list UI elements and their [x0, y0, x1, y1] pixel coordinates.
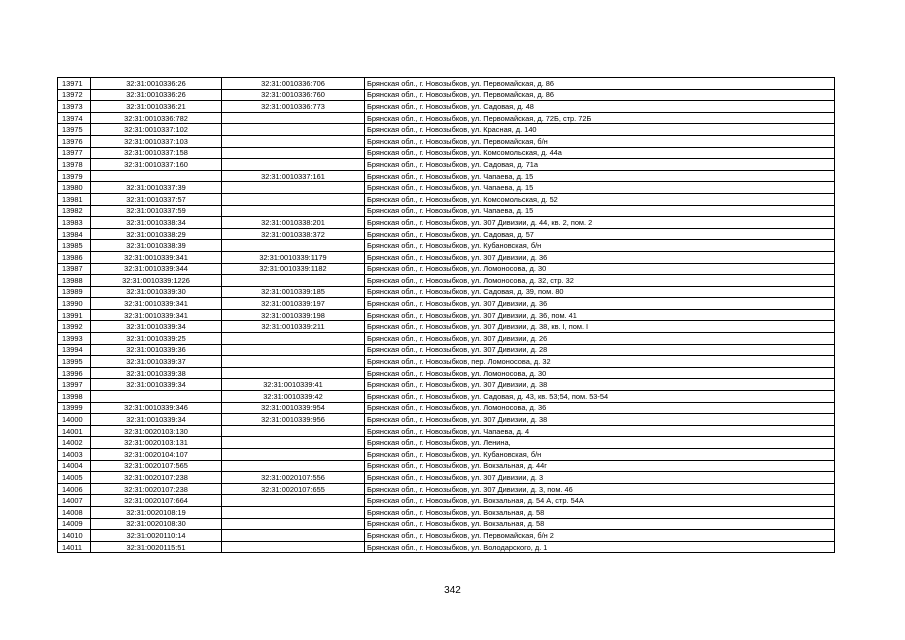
row-number-cell: 13974 [58, 112, 91, 124]
table-row [58, 379, 835, 391]
row-number-cell: 13984 [58, 228, 91, 240]
row-number-cell: 14008 [58, 506, 91, 518]
address-cell: Брянская обл., г. Новозыбков, ул. Ломоносова, д. 32, стр. 32 [365, 275, 835, 287]
related-cadastral-number-cell [222, 147, 365, 159]
cadastral-number-cell: 32:31:0020103:130 [91, 425, 222, 437]
cadastral-number-cell: 32:31:0010337:160 [91, 159, 222, 171]
address-cell: Брянская обл., г. Новозыбков, ул. Ломоносова, д. 36 [365, 402, 835, 414]
table-row [58, 182, 835, 194]
cadastral-number-cell: 32:31:0020110:14 [91, 530, 222, 542]
table-row [58, 240, 835, 252]
row-number-cell: 13975 [58, 124, 91, 136]
address-cell: Брянская обл., г. Новозыбков, ул. Садовая, д. 43, кв. 53;54, пом. 53-54 [365, 391, 835, 403]
address-cell: Брянская обл., г. Новозыбков, ул. Красная, д. 140 [365, 124, 835, 136]
cadastral-number-cell: 32:31:0010339:346 [91, 402, 222, 414]
row-number-cell: 13997 [58, 379, 91, 391]
page-number: 342 [444, 585, 461, 596]
cadastral-number-cell: 32:31:0010339:38 [91, 367, 222, 379]
related-cadastral-number-cell [222, 193, 365, 205]
cadastral-number-cell: 32:31:0010336:21 [91, 101, 222, 113]
related-cadastral-number-cell: 32:31:0010339:185 [222, 286, 365, 298]
cadastral-number-cell: 32:31:0010338:39 [91, 240, 222, 252]
row-number-cell: 13985 [58, 240, 91, 252]
address-cell: Брянская обл., г. Новозыбков, ул. Первомайская, д. 86 [365, 78, 835, 90]
table-row [58, 333, 835, 345]
address-cell: Брянская обл., г. Новозыбков, ул. Комсомольская, д. 52 [365, 193, 835, 205]
address-cell: Брянская обл., г. Новозыбков, ул. Ленина, [365, 437, 835, 449]
related-cadastral-number-cell [222, 275, 365, 287]
related-cadastral-number-cell: 32:31:0010338:372 [222, 228, 365, 240]
cadastral-number-cell: 32:31:0010339:37 [91, 356, 222, 368]
address-cell: Брянская обл., г. Новозыбков, пер. Ломоносова, д. 32 [365, 356, 835, 368]
address-cell: Брянская обл., г. Новозыбков, ул. 307 Дивизии, д. 36 [365, 251, 835, 263]
cadastral-number-cell: 32:31:0020107:664 [91, 495, 222, 507]
cadastral-number-cell: 32:31:0010339:344 [91, 263, 222, 275]
table-row [58, 159, 835, 171]
related-cadastral-number-cell: 32:31:0010339:41 [222, 379, 365, 391]
table-row [58, 147, 835, 159]
table-row [58, 298, 835, 310]
address-cell: Брянская обл., г. Новозыбков, ул. Володарского, д. 1 [365, 541, 835, 553]
related-cadastral-number-cell [222, 124, 365, 136]
related-cadastral-number-cell: 32:31:0010336:760 [222, 89, 365, 101]
table-row [58, 495, 835, 507]
table-row [58, 101, 835, 113]
address-cell: Брянская обл., г. Новозыбков, ул. Кубановская, б/н [365, 449, 835, 461]
row-number-cell: 14006 [58, 483, 91, 495]
table-row [58, 251, 835, 263]
address-cell: Брянская обл., г. Новозыбков, ул. 307 Дивизии, д. 38 [365, 379, 835, 391]
related-cadastral-number-cell [222, 112, 365, 124]
address-cell: Брянская обл., г. Новозыбков, ул. Вокзальная, д. 54 А, стр. 54А [365, 495, 835, 507]
row-number-cell: 13981 [58, 193, 91, 205]
table-row [58, 344, 835, 356]
table-row [58, 367, 835, 379]
cadastral-number-cell: 32:31:0020107:565 [91, 460, 222, 472]
address-cell: Брянская обл., г. Новозыбков, ул. Садовая, д. 57 [365, 228, 835, 240]
table-row [58, 402, 835, 414]
row-number-cell: 14005 [58, 472, 91, 484]
row-number-cell: 13998 [58, 391, 91, 403]
row-number-cell: 13992 [58, 321, 91, 333]
cadastral-number-cell: 32:31:0010337:39 [91, 182, 222, 194]
table-row [58, 309, 835, 321]
row-number-cell: 13988 [58, 275, 91, 287]
cadastral-number-cell: 32:31:0010339:36 [91, 344, 222, 356]
cadastral-number-cell: 32:31:0010337:158 [91, 147, 222, 159]
related-cadastral-number-cell [222, 182, 365, 194]
address-cell: Брянская обл., г. Новозыбков, ул. Первомайская, б/н 2 [365, 530, 835, 542]
address-cell: Брянская обл., г. Новозыбков, ул. 307 Дивизии, д. 36, пом. 41 [365, 309, 835, 321]
cadastral-number-cell: 32:31:0010339:34 [91, 321, 222, 333]
address-cell: Брянская обл., г. Новозыбков, ул. Чапаева, д. 4 [365, 425, 835, 437]
cadastral-number-cell [91, 391, 222, 403]
row-number-cell: 14001 [58, 425, 91, 437]
row-number-cell: 14007 [58, 495, 91, 507]
address-cell: Брянская обл., г. Новозыбков, ул. 307 Дивизии, д. 3, пом. 46 [365, 483, 835, 495]
cadastral-number-cell: 32:31:0010337:59 [91, 205, 222, 217]
related-cadastral-number-cell: 32:31:0010339:1179 [222, 251, 365, 263]
cadastral-number-cell: 32:31:0010339:341 [91, 309, 222, 321]
table-row [58, 530, 835, 542]
related-cadastral-number-cell [222, 333, 365, 345]
address-cell: Брянская обл., г. Новозыбков, ул. Ломоносова, д. 30 [365, 367, 835, 379]
cadastral-number-cell: 32:31:0010339:34 [91, 379, 222, 391]
related-cadastral-number-cell: 32:31:0010339:954 [222, 402, 365, 414]
table-row [58, 228, 835, 240]
table-row [58, 472, 835, 484]
table-row [58, 437, 835, 449]
row-number-cell: 13989 [58, 286, 91, 298]
related-cadastral-number-cell: 32:31:0020107:556 [222, 472, 365, 484]
row-number-cell: 13995 [58, 356, 91, 368]
related-cadastral-number-cell [222, 506, 365, 518]
address-cell: Брянская обл., г. Новозыбков, ул. Чапаева, д. 15 [365, 170, 835, 182]
row-number-cell: 13996 [58, 367, 91, 379]
cadastral-number-cell: 32:31:0020107:238 [91, 472, 222, 484]
cadastral-number-cell: 32:31:0010336:782 [91, 112, 222, 124]
related-cadastral-number-cell [222, 449, 365, 461]
row-number-cell: 13991 [58, 309, 91, 321]
row-number-cell: 13990 [58, 298, 91, 310]
cadastral-number-cell: 32:31:0010339:341 [91, 251, 222, 263]
address-cell: Брянская обл., г. Новозыбков, ул. Ломоносова, д. 30 [365, 263, 835, 275]
table-row [58, 263, 835, 275]
related-cadastral-number-cell: 32:31:0010338:201 [222, 217, 365, 229]
related-cadastral-number-cell [222, 367, 365, 379]
cadastral-number-cell: 32:31:0020103:131 [91, 437, 222, 449]
table-row [58, 193, 835, 205]
row-number-cell: 13978 [58, 159, 91, 171]
row-number-cell: 13972 [58, 89, 91, 101]
row-number-cell: 14002 [58, 437, 91, 449]
table-row [58, 356, 835, 368]
related-cadastral-number-cell [222, 344, 365, 356]
table-row [58, 275, 835, 287]
address-cell: Брянская обл., г. Новозыбков, ул. 307 Дивизии, д. 38, кв. I, пом. I [365, 321, 835, 333]
cadastral-number-cell: 32:31:0020104:107 [91, 449, 222, 461]
table-row [58, 170, 835, 182]
row-number-cell: 13977 [58, 147, 91, 159]
table-row [58, 425, 835, 437]
row-number-cell: 14010 [58, 530, 91, 542]
related-cadastral-number-cell [222, 425, 365, 437]
table-row [58, 89, 835, 101]
related-cadastral-number-cell [222, 518, 365, 530]
related-cadastral-number-cell [222, 460, 365, 472]
related-cadastral-number-cell [222, 495, 365, 507]
address-cell: Брянская обл., г. Новозыбков, ул. 307 Дивизии, д. 36 [365, 298, 835, 310]
address-cell: Брянская обл., г. Новозыбков, ул. Чапаева, д. 15 [365, 182, 835, 194]
row-number-cell: 13994 [58, 344, 91, 356]
cadastral-number-cell: 32:31:0010337:57 [91, 193, 222, 205]
cadastral-number-cell: 32:31:0020107:238 [91, 483, 222, 495]
row-number-cell: 14009 [58, 518, 91, 530]
row-number-cell: 13980 [58, 182, 91, 194]
cadastral-number-cell: 32:31:0010337:103 [91, 135, 222, 147]
table-row [58, 518, 835, 530]
related-cadastral-number-cell: 32:31:0010339:1182 [222, 263, 365, 275]
row-number-cell: 14011 [58, 541, 91, 553]
row-number-cell: 13983 [58, 217, 91, 229]
row-number-cell: 13979 [58, 170, 91, 182]
row-number-cell: 14004 [58, 460, 91, 472]
related-cadastral-number-cell [222, 541, 365, 553]
address-cell: Брянская обл., г. Новозыбков, ул. Чапаева, д. 15 [365, 205, 835, 217]
table-row [58, 414, 835, 426]
table-row [58, 78, 835, 90]
related-cadastral-number-cell: 32:31:0010336:773 [222, 101, 365, 113]
cadastral-number-cell: 32:31:0020108:19 [91, 506, 222, 518]
address-cell: Брянская обл., г. Новозыбков, ул. Садовая, д. 48 [365, 101, 835, 113]
address-cell: Брянская обл., г. Новозыбков, ул. 307 Дивизии, д. 38 [365, 414, 835, 426]
related-cadastral-number-cell: 32:31:0010336:706 [222, 78, 365, 90]
row-number-cell: 14003 [58, 449, 91, 461]
row-number-cell: 13993 [58, 333, 91, 345]
table-row [58, 506, 835, 518]
table-row [58, 541, 835, 553]
related-cadastral-number-cell: 32:31:0010339:198 [222, 309, 365, 321]
cadastral-number-cell: 32:31:0020115:51 [91, 541, 222, 553]
table-row [58, 449, 835, 461]
related-cadastral-number-cell: 32:31:0010339:211 [222, 321, 365, 333]
cadastral-number-cell: 32:31:0010339:25 [91, 333, 222, 345]
cadastral-number-cell [91, 170, 222, 182]
related-cadastral-number-cell [222, 240, 365, 252]
table-row [58, 205, 835, 217]
row-number-cell: 13987 [58, 263, 91, 275]
row-number-cell: 14000 [58, 414, 91, 426]
table-row [58, 112, 835, 124]
row-number-cell: 13976 [58, 135, 91, 147]
table-row [58, 483, 835, 495]
related-cadastral-number-cell: 32:31:0010339:197 [222, 298, 365, 310]
related-cadastral-number-cell: 32:31:0020107:655 [222, 483, 365, 495]
table-row [58, 321, 835, 333]
address-cell: Брянская обл., г. Новозыбков, ул. 307 Дивизии, д. 3 [365, 472, 835, 484]
related-cadastral-number-cell: 32:31:0010339:956 [222, 414, 365, 426]
table-row [58, 460, 835, 472]
related-cadastral-number-cell: 32:31:0010337:161 [222, 170, 365, 182]
row-number-cell: 13982 [58, 205, 91, 217]
registry-table-body [58, 78, 835, 553]
address-cell: Брянская обл., г. Новозыбков, ул. Вокзальная, д. 58 [365, 518, 835, 530]
related-cadastral-number-cell [222, 205, 365, 217]
cadastral-number-cell: 32:31:0010338:29 [91, 228, 222, 240]
related-cadastral-number-cell [222, 437, 365, 449]
cadastral-number-cell: 32:31:0010339:1226 [91, 275, 222, 287]
address-cell: Брянская обл., г. Новозыбков, ул. Вокзальная, д. 58 [365, 506, 835, 518]
row-number-cell: 13971 [58, 78, 91, 90]
address-cell: Брянская обл., г. Новозыбков, ул. Комсомольская, д. 44а [365, 147, 835, 159]
address-cell: Брянская обл., г. Новозыбков, ул. Первомайская, д. 86 [365, 89, 835, 101]
cadastral-number-cell: 32:31:0010339:341 [91, 298, 222, 310]
address-cell: Брянская обл., г. Новозыбков, ул. 307 Дивизии, д. 44, кв. 2, пом. 2 [365, 217, 835, 229]
address-cell: Брянская обл., г. Новозыбков, ул. Садовая, д. 71а [365, 159, 835, 171]
address-cell: Брянская обл., г. Новозыбков, ул. Садовая, д. 39, пом. 80 [365, 286, 835, 298]
row-number-cell: 13999 [58, 402, 91, 414]
address-cell: Брянская обл., г. Новозыбков, ул. Первомайская, д. 72Б, стр. 72Б [365, 112, 835, 124]
address-cell: Брянская обл., г. Новозыбков, ул. Первомайская, б/н [365, 135, 835, 147]
related-cadastral-number-cell: 32:31:0010339:42 [222, 391, 365, 403]
cadastral-number-cell: 32:31:0020108:30 [91, 518, 222, 530]
cadastral-number-cell: 32:31:0010337:102 [91, 124, 222, 136]
address-cell: Брянская обл., г. Новозыбков, ул. Кубановская, б/н [365, 240, 835, 252]
table-row [58, 286, 835, 298]
related-cadastral-number-cell [222, 135, 365, 147]
cadastral-number-cell: 32:31:0010339:34 [91, 414, 222, 426]
row-number-cell: 13973 [58, 101, 91, 113]
related-cadastral-number-cell [222, 356, 365, 368]
table-row [58, 391, 835, 403]
address-cell: Брянская обл., г. Новозыбков, ул. 307 Дивизии, д. 26 [365, 333, 835, 345]
related-cadastral-number-cell [222, 530, 365, 542]
address-cell: Брянская обл., г. Новозыбков, ул. 307 Дивизии, д. 28 [365, 344, 835, 356]
cadastral-number-cell: 32:31:0010336:26 [91, 78, 222, 90]
address-cell: Брянская обл., г. Новозыбков, ул. Вокзальная, д. 44г [365, 460, 835, 472]
cadastral-number-cell: 32:31:0010336:26 [91, 89, 222, 101]
row-number-cell: 13986 [58, 251, 91, 263]
table-row [58, 135, 835, 147]
cadastral-number-cell: 32:31:0010339:30 [91, 286, 222, 298]
cadastral-number-cell: 32:31:0010338:34 [91, 217, 222, 229]
table-row [58, 217, 835, 229]
table-row [58, 124, 835, 136]
registry-table [57, 77, 835, 553]
related-cadastral-number-cell [222, 159, 365, 171]
